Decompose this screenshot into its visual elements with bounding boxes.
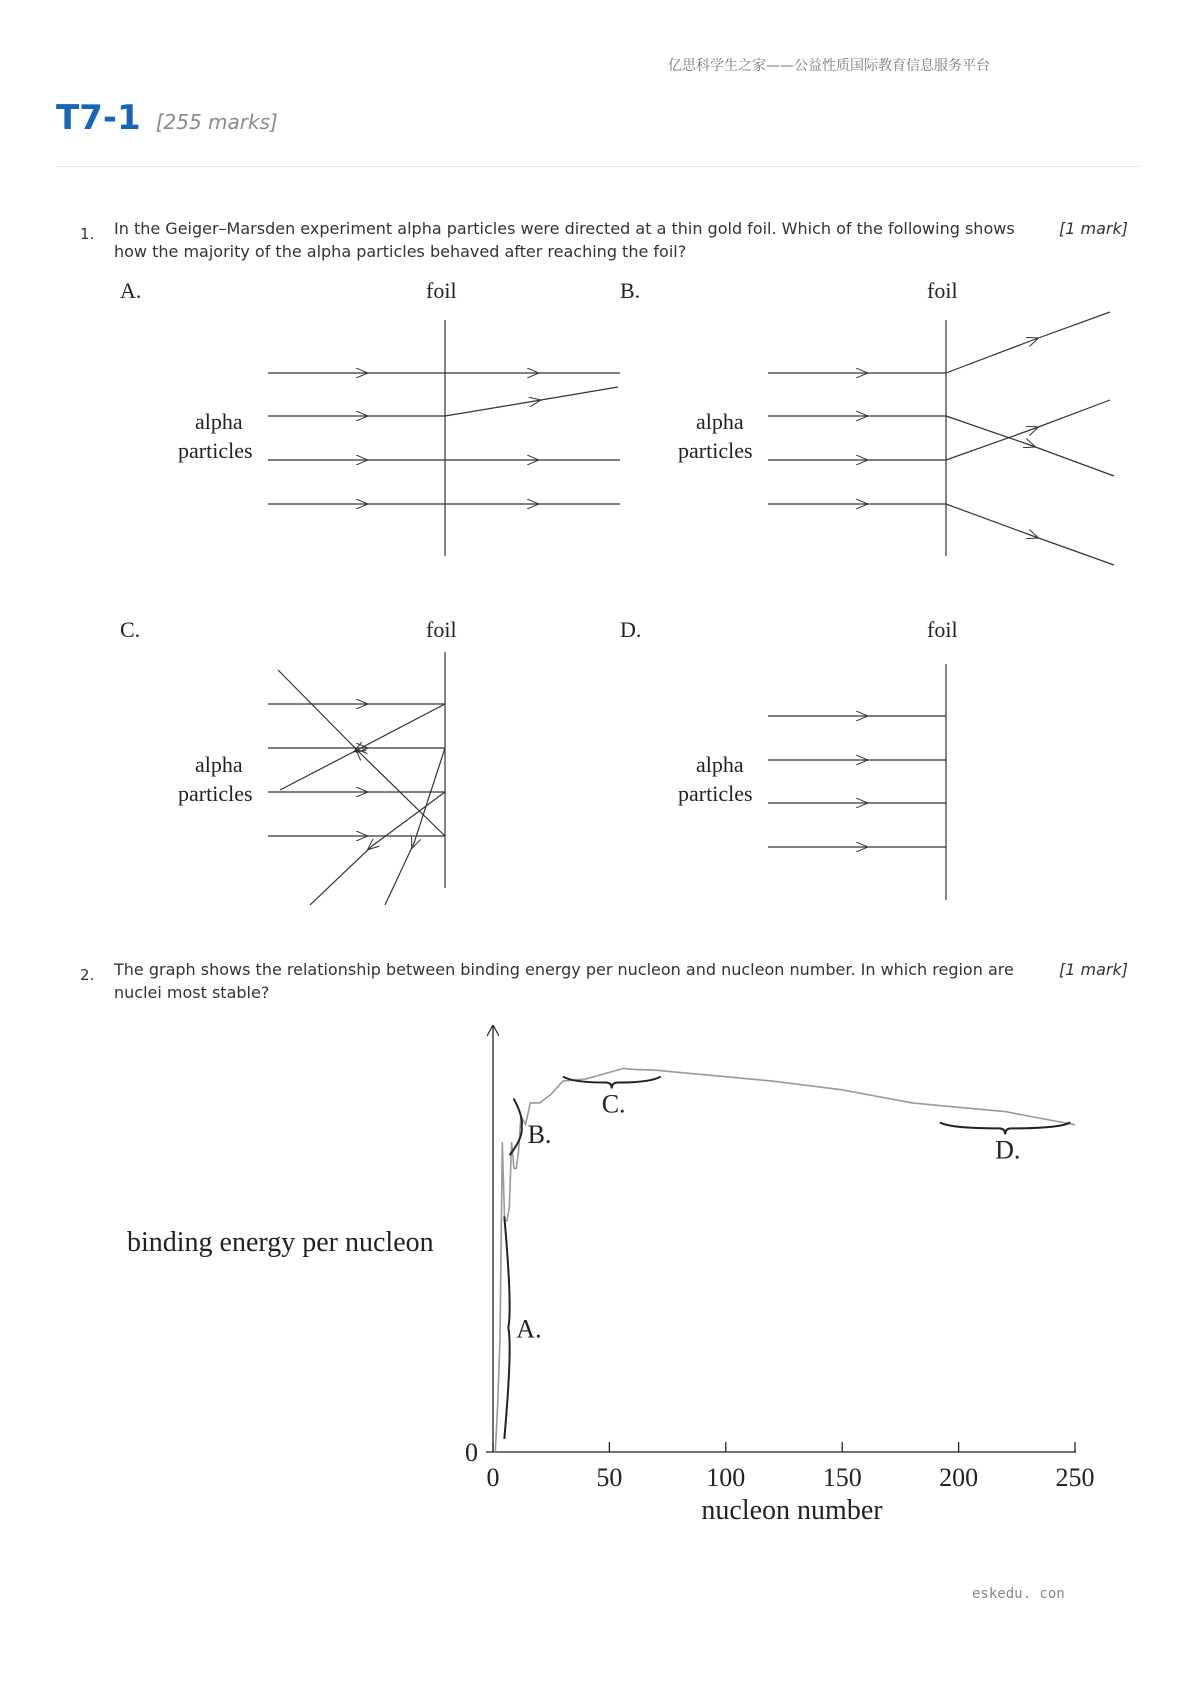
beam-label-particles: particles: [678, 438, 753, 463]
beam-label-alpha: alpha: [195, 752, 243, 777]
beam-label-alpha: alpha: [696, 752, 744, 777]
y-origin-label: 0: [465, 1438, 478, 1467]
region-label: A.: [516, 1314, 542, 1344]
question-text: The graph shows the relationship between binding energy per nucleon and nucleon number. In which region are nuclei most stable?: [114, 960, 1014, 1002]
foil-label: foil: [927, 617, 958, 642]
x-tick-label: 50: [596, 1463, 623, 1492]
region-label: B.: [527, 1119, 552, 1149]
question-marks: [1 mark]: [1059, 960, 1128, 979]
binding-energy-curve: [495, 1068, 1075, 1452]
beam-label-particles: particles: [678, 781, 753, 806]
region-label: D.: [995, 1135, 1021, 1165]
site-header-text: 亿思科学生之家——公益性质国际教育信息服务平台: [668, 58, 990, 74]
question-number: 1.: [80, 225, 95, 243]
x-tick-label: 250: [1055, 1463, 1095, 1492]
x-tick-label: 100: [706, 1463, 746, 1492]
option-letter: D.: [620, 617, 642, 642]
x-tick-label: 200: [939, 1463, 979, 1492]
x-tick-label: 0: [486, 1463, 500, 1492]
question-marks: [1 mark]: [1059, 219, 1128, 238]
region-label: C.: [601, 1089, 626, 1119]
y-axis-label: binding energy per nucleon: [127, 1227, 434, 1258]
beam-label-alpha: alpha: [696, 409, 744, 434]
foil-label: foil: [927, 278, 958, 303]
question-number: 2.: [80, 966, 95, 984]
option-letter: B.: [620, 278, 641, 303]
beam-label-particles: particles: [178, 438, 253, 463]
page-title: T7-1: [56, 98, 141, 138]
foil-label: foil: [426, 617, 457, 642]
total-marks: [255 marks]: [155, 110, 278, 134]
option-letter: A.: [120, 278, 142, 303]
option-letter: C.: [120, 617, 141, 642]
beam-label-alpha: alpha: [195, 409, 243, 434]
beam-label-particles: particles: [178, 781, 253, 806]
foil-label: foil: [426, 278, 457, 303]
region-bracket: [563, 1077, 661, 1089]
region-brackets: [504, 1077, 1070, 1439]
x-tick-label: 150: [822, 1463, 862, 1492]
x-axis-label: nucleon number: [701, 1495, 883, 1526]
region-bracket: [940, 1122, 1070, 1134]
footer-text: eskedu. con: [972, 1586, 1065, 1602]
x-ticks: [487, 1442, 1095, 1492]
region-bracket: [504, 1216, 509, 1439]
question-text: In the Geiger–Marsden experiment alpha particles were directed at a thin gold foil. Which of the following shows how the majority of the alpha particles behaved after reaching the foil?: [114, 219, 1015, 261]
